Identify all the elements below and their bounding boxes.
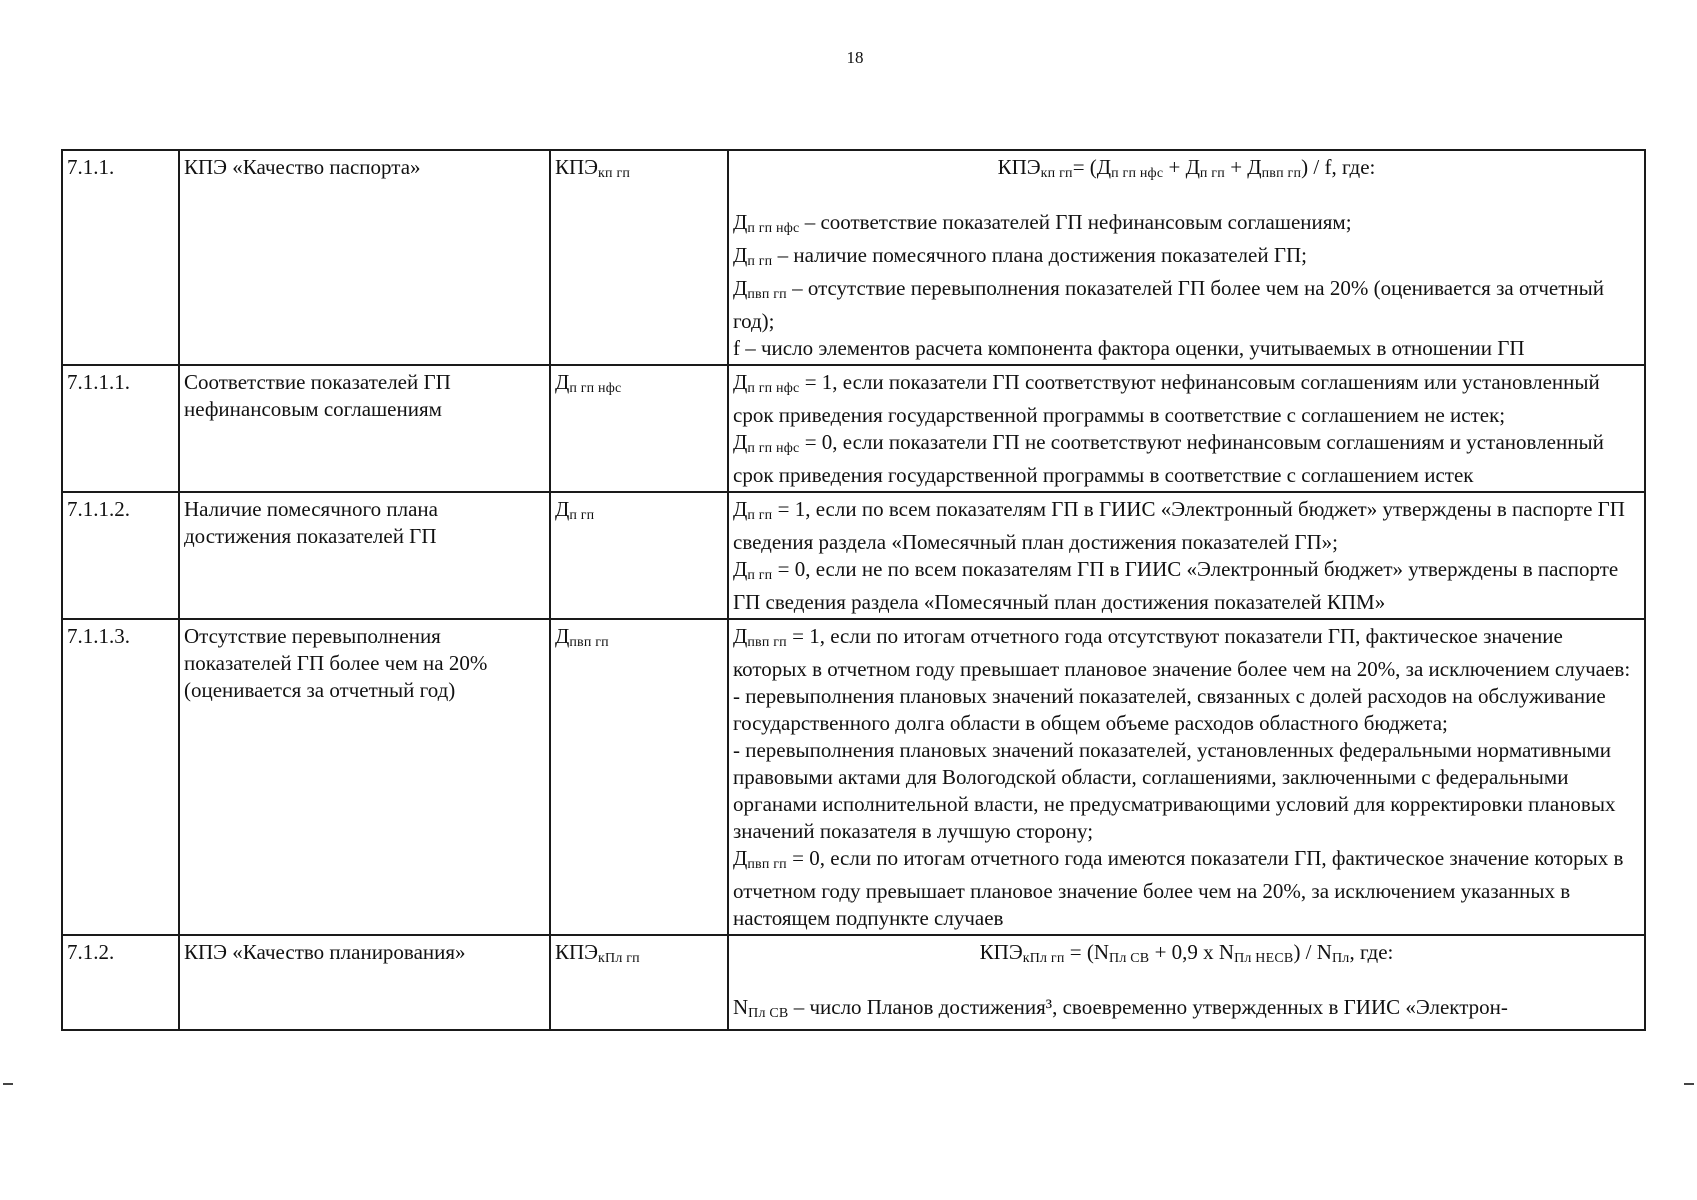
term-symbol: Д: [1185, 155, 1200, 179]
table-row: [62, 150, 1645, 365]
description-line: [733, 209, 1640, 242]
term-text: - перевыполнения плановых значений показателей, установленных федеральными нормативными правовыми актами для Вологодской области, соглашениями, заключенными с федеральными органами исполнительной власти, не предусматривающими условий для корректировки плановых значений показателя в лучшую сторону;: [733, 738, 1616, 843]
term-symbol: Д: [733, 243, 748, 267]
cell-code: [550, 365, 728, 492]
cell-number: 7.1.1.: [62, 150, 179, 365]
term-symbol: Д: [555, 497, 570, 521]
term-text: = (: [1064, 940, 1094, 964]
cell-description: [728, 619, 1645, 935]
term-subscript: Пл СВ: [1109, 951, 1150, 966]
cell-description: [728, 935, 1645, 1030]
cell-code: [550, 619, 728, 935]
term-subscript: п гп: [747, 254, 773, 269]
term-subscript: кп гп: [598, 166, 631, 181]
description-line: [733, 737, 1640, 845]
term-subscript: пвп гп: [569, 635, 609, 650]
term-text: +: [1163, 155, 1186, 179]
margin-mark-left: [3, 1083, 13, 1085]
term-text: = (: [1072, 155, 1097, 179]
term-symbol: Д: [733, 624, 748, 648]
term-symbol: Д: [733, 846, 748, 870]
description-line: [733, 369, 1640, 429]
term-subscript: п гп: [747, 508, 773, 523]
term-text: +: [1224, 155, 1248, 179]
term-text: - перевыполнения плановых значений показателей, связанных с долей расходов на обслуживание государственного долга области в общем объеме расходов областного бюджета;: [733, 684, 1606, 735]
term-text: + 0,9 x: [1149, 940, 1219, 964]
term-subscript: п гп нфс: [569, 381, 622, 396]
description-line: [733, 623, 1640, 683]
formula: [733, 154, 1640, 187]
term-symbol: КПЭ: [555, 155, 599, 179]
term-subscript: кПл гп: [1022, 951, 1065, 966]
term-symbol: Д: [555, 624, 570, 648]
cell-number: 7.1.1.1.: [62, 365, 179, 492]
cell-code: [550, 492, 728, 619]
term-subscript: п гп нфс: [747, 441, 800, 456]
term-symbol: КПЭ: [555, 940, 599, 964]
term-symbol: Д: [733, 210, 748, 234]
term-symbol: Д: [733, 497, 748, 521]
term-symbol: N: [733, 995, 749, 1019]
description-line: [733, 994, 1640, 1027]
description-line: [733, 275, 1640, 335]
description-line: [733, 335, 1640, 362]
term-text: – отсутствие перевыполнения показателей ГП более чем на 20% (оценивается за отчетный год);: [733, 276, 1605, 333]
term-subscript: п гп: [569, 508, 595, 523]
term-symbol: КПЭ: [997, 155, 1041, 179]
term-subscript: Пл СВ: [748, 1006, 789, 1021]
description-line: [733, 683, 1640, 737]
cell-name: Наличие помесячного плана достижения показателей ГП: [179, 492, 550, 619]
table-row: [62, 365, 1645, 492]
description-line: [733, 242, 1640, 275]
margin-mark-right: [1684, 1083, 1694, 1085]
term-text: – число Планов достижения³, своевременно утвержденных в ГИИС «Электрон-: [788, 995, 1508, 1019]
term-text: – наличие помесячного плана достижения показателей ГП;: [772, 243, 1307, 267]
term-subscript: п гп нфс: [747, 221, 800, 236]
page-number: 18: [846, 48, 864, 67]
term-subscript: п гп нфс: [1111, 166, 1164, 181]
term-symbol: Д: [733, 430, 748, 454]
formula-spacer: [733, 972, 1640, 994]
term-symbol: Д: [555, 370, 570, 394]
table-row: [62, 935, 1645, 1030]
description-line: [733, 556, 1640, 616]
term-subscript: п гп: [747, 568, 773, 583]
term-text: f – число элементов расчета компонента фактора оценки, учитываемых в отношении ГП: [733, 336, 1525, 360]
cell-name: Соответствие показателей ГП нефинансовым соглашениям: [179, 365, 550, 492]
term-text: = 1, если по итогам отчетного года отсутствуют показатели ГП, фактическое значение которых в отчетном году превышает плановое значение более чем на 20%, за исключением случаев:: [733, 624, 1631, 681]
description-line: [733, 496, 1640, 556]
term-symbol: Д: [733, 370, 748, 394]
term-subscript: Пл НЕСВ: [1234, 951, 1294, 966]
term-subscript: пвп гп: [747, 635, 787, 650]
description-line: [733, 429, 1640, 489]
term-subscript: пвп гп: [1261, 166, 1302, 181]
term-symbol: N: [1316, 940, 1332, 964]
term-subscript: Пл: [1331, 951, 1350, 966]
cell-name: Отсутствие перевыполнения показателей ГП более чем на 20% (оценивается за отчетный год): [179, 619, 550, 935]
cell-code: [550, 150, 728, 365]
term-symbol: N: [1218, 940, 1235, 964]
term-subscript: п гп: [1199, 166, 1225, 181]
term-text: = 0, если по итогам отчетного года имеются показатели ГП, фактическое значение которых в отчетном году превышает плановое значение более чем на 20%, за исключением указанных в настоящем подпункте случаев: [733, 846, 1624, 930]
term-subscript: пвп гп: [747, 857, 787, 872]
cell-description: [728, 365, 1645, 492]
table-row: [62, 619, 1645, 935]
term-text: ) /: [1293, 940, 1317, 964]
term-subscript: кПл гп: [598, 951, 640, 966]
cell-name: КПЭ «Качество планирования»: [179, 935, 550, 1030]
cell-number: 7.1.1.3.: [62, 619, 179, 935]
term-text: , где:: [1349, 940, 1394, 964]
term-symbol: КПЭ: [979, 940, 1023, 964]
term-symbol: Д: [1096, 155, 1112, 179]
term-text: = 0, если показатели ГП не соответствуют нефинансовым соглашениям и установленный срок приведения государственной программы в соответствие с соглашением истек: [733, 430, 1604, 487]
term-subscript: п гп нфс: [747, 381, 800, 396]
cell-number: 7.1.1.2.: [62, 492, 179, 619]
term-symbol: N: [1093, 940, 1110, 964]
term-text: = 1, если показатели ГП соответствуют нефинансовым соглашениям или установленный срок приведения государственной программы в соответствие с соглашением не истек;: [733, 370, 1600, 427]
term-text: = 0, если не по всем показателям ГП в ГИИС «Электронный бюджет» утверждены в паспорте ГП сведения раздела «Помесячный план достижения показателей КПМ»: [733, 557, 1619, 614]
cell-description: [728, 150, 1645, 365]
cell-name: КПЭ «Качество паспорта»: [179, 150, 550, 365]
term-symbol: Д: [733, 557, 748, 581]
term-symbol: Д: [733, 276, 748, 300]
term-subscript: пвп гп: [747, 287, 787, 302]
description-line: [733, 845, 1640, 932]
formula: [733, 939, 1640, 972]
term-text: – соответствие показателей ГП нефинансовым соглашениям;: [799, 210, 1352, 234]
term-text: = 1, если по всем показателям ГП в ГИИС «Электронный бюджет» утверждены в паспорте ГП сведения раздела «Помесячный план достижения показателей ГП»;: [733, 497, 1625, 554]
formula-spacer: [733, 187, 1640, 209]
term-subscript: кп гп: [1040, 166, 1073, 181]
indicator-table: [61, 149, 1646, 1031]
cell-description: [728, 492, 1645, 619]
cell-code: [550, 935, 728, 1030]
table-row: [62, 492, 1645, 619]
term-text: ) / f, где:: [1301, 155, 1376, 179]
term-symbol: Д: [1247, 155, 1262, 179]
cell-number: 7.1.2.: [62, 935, 179, 1030]
